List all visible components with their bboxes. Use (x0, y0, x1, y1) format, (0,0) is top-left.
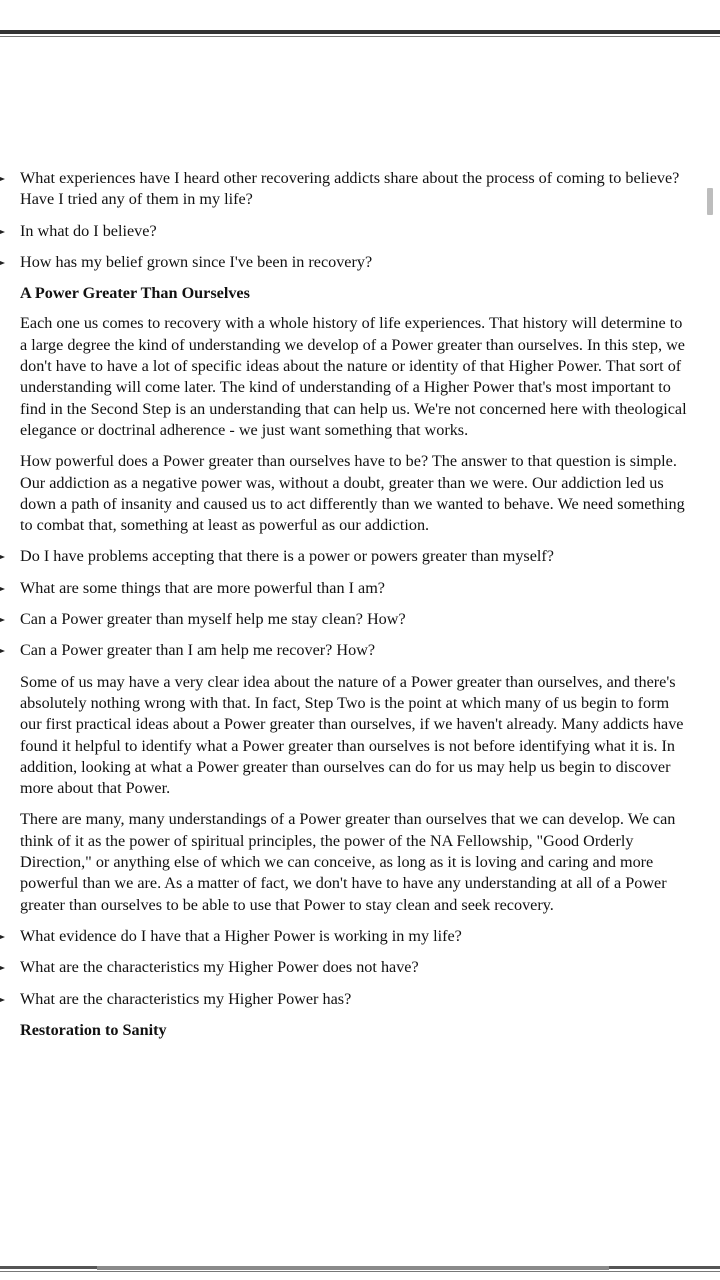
question-item (0, 578, 720, 599)
question-text: Do I have problems accepting that there is a power or powers greater than myself? (20, 547, 554, 566)
question-text: In what do I believe? (20, 221, 157, 240)
bullet-arrow-icon (0, 261, 5, 265)
bullet-arrow-icon (0, 649, 5, 653)
question-item (0, 546, 720, 567)
bullet-arrow-icon (0, 230, 5, 234)
question-item (0, 989, 720, 1010)
question-text: What are the characteristics my Higher Power has? (20, 989, 352, 1008)
question-text: What experiences have I heard other recovering addicts share about the process of coming to believe? Have I tried any of them in my life? (20, 169, 680, 209)
question-text: Can a Power greater than I am help me recover? How? (20, 641, 376, 660)
bullet-arrow-icon (0, 555, 5, 559)
section-heading: A Power Greater Than Ourselves (20, 284, 250, 303)
bullet-arrow-icon (0, 177, 5, 181)
body-paragraph: Each one us comes to recovery with a whole history of life experiences. That history will determine to a large degree the kind of understanding we develop of a Power greater than ourselves. In this step, we don't have to have a lot of specific ideas about the nature or identity of that Higher Power. That sort of understanding will come later. The kind of understanding of a Higher Power that's most important to find in the Second Step is an understanding that can help us. We're not concerned here with theological elegance or doctrinal adherence - we just want something that works. (20, 314, 687, 439)
body-paragraph: There are many, many understandings of a Power greater than ourselves that we can develop. We can think of it as the power of spiritual principles, the power of the NA Fellowship, "Good Orderly Direction," or anything else of which we can conceive, as long as it is loving and caring and more powerful than we are. As a matter of fact, we don't have to have any understanding at all of a Power greater than ourselves to be able to use that Power to stay clean and seek recovery. (20, 810, 676, 914)
question-item (0, 221, 720, 242)
page-progress-bar (97, 1266, 609, 1270)
question-item (0, 252, 720, 273)
bullet-arrow-icon (0, 618, 5, 622)
top-rule (0, 30, 720, 37)
bullet-arrow-icon (0, 998, 5, 1002)
bullet-arrow-icon (0, 587, 5, 591)
question-item (0, 609, 720, 630)
question-text: What evidence do I have that a Higher Power is working in my life? (20, 926, 462, 945)
bullet-arrow-icon (0, 935, 5, 939)
bottom-rule (0, 1266, 720, 1272)
question-text: How has my belief grown since I've been in recovery? (20, 252, 373, 271)
bullet-arrow-icon (0, 966, 5, 970)
question-item (0, 168, 720, 211)
question-item (0, 926, 720, 947)
question-text: What are the characteristics my Higher Power does not have? (20, 958, 419, 977)
question-item (0, 957, 720, 978)
question-text: Can a Power greater than myself help me stay clean? How? (20, 610, 406, 629)
document-body (0, 168, 720, 1050)
body-paragraph: Some of us may have a very clear idea about the nature of a Power greater than ourselves, and there's absolutely nothing wrong with that. In fact, Step Two is the point at which many of us begin to form our first practical ideas about a Power greater than ourselves, if we haven't already. Many addicts have found it helpful to identify what a Power greater than ourselves is not before identifying what it is. In addition, looking at what a Power greater than ourselves can do for us may help us begin to discover more about that Power. (20, 672, 684, 798)
question-item (0, 640, 720, 661)
section-heading: Restoration to Sanity (20, 1020, 167, 1039)
body-paragraph: How powerful does a Power greater than ourselves have to be? The answer to that question is simple. Our addiction as a negative power was, without a doubt, greater than we were. Our addiction led us down a path of insanity and caused us to act differently than we wanted to behave. We need something to combat that, something at least as powerful as our addiction. (20, 452, 685, 535)
question-text: What are some things that are more powerful than I am? (20, 578, 385, 597)
